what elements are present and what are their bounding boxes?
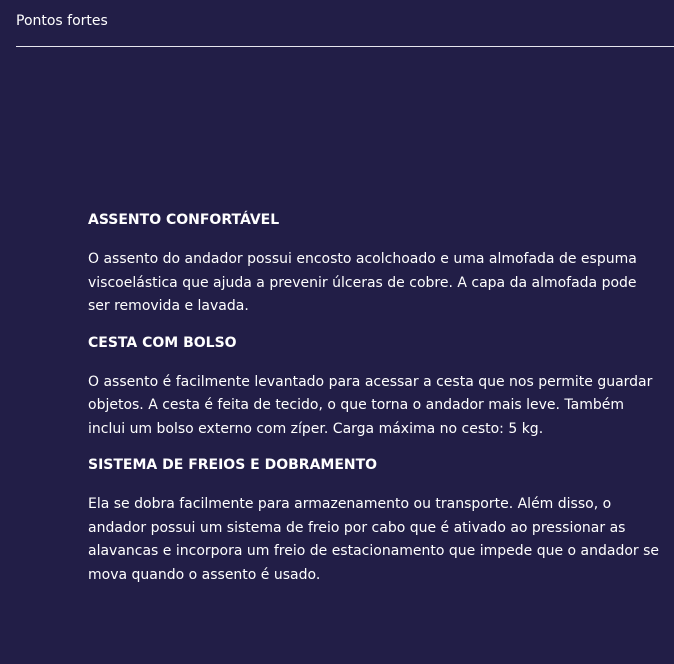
section-title: ASSENTO CONFORTÁVEL (88, 212, 280, 228)
section-title: CESTA COM BOLSO (88, 334, 237, 351)
section-brakes (88, 455, 660, 587)
section-title: SISTEMA DE FREIOS E DOBRAMENTO (88, 457, 378, 473)
tab-title-pontos-fortes[interactable]: Pontos fortes (16, 13, 108, 29)
tab-header (16, 0, 674, 47)
section-text: O assento do andador possui encosto acolchoado e uma almofada de espuma viscoelástica que ajuda a prevenir úlceras de cobre. A capa da almofada pode ser removida e lavada. (88, 251, 637, 314)
section-seat (88, 210, 660, 319)
section-basket (88, 333, 660, 442)
strengths-content (88, 210, 660, 601)
section-text: O assento é facilmente levantado para acessar a cesta que nos permite guardar objetos. A cesta é feita de tecido, o que torna o andador mais leve. Também inclui um bolso externo com zíper. Carga máxima no cesto: 5 kg. (88, 373, 653, 437)
section-text: Ela se dobra facilmente para armazenamento ou transporte. Além disso, o andador possui um sistema de freio por cabo que é ativado ao pressionar as alavancas e incorpora um freio de estacionamento que impede que o andador se mova quando o assento é usado. (88, 496, 660, 583)
